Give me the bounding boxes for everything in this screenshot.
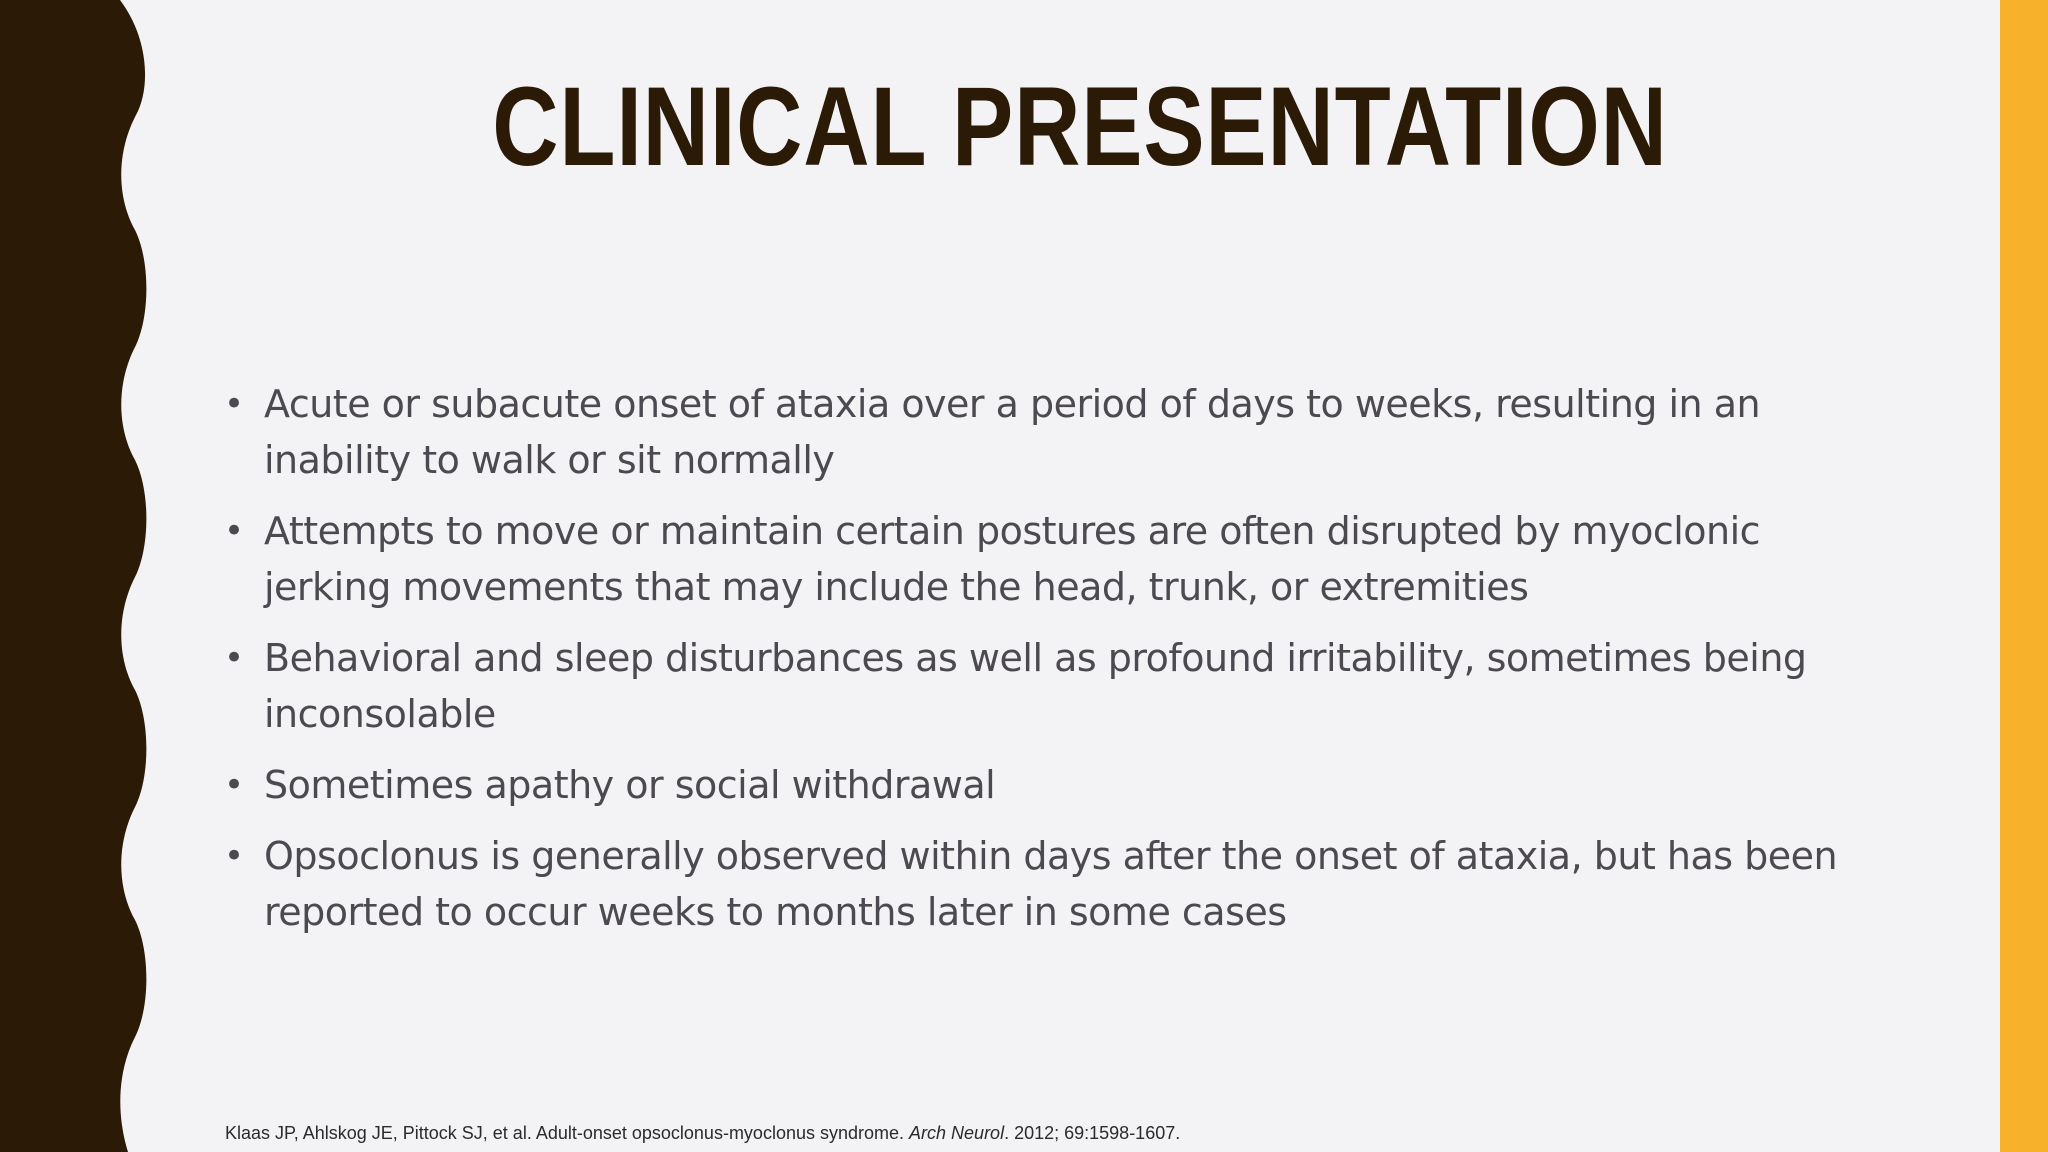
citation-authors-title: Klaas JP, Ahlskog JE, Pittock SJ, et al. Adult-onset opsoclonus-myoclonus syndrome. xyxy=(225,1123,905,1143)
bullet-list xyxy=(224,376,1864,955)
bullet-icon: • xyxy=(224,836,244,876)
bullet-text: Sometimes apathy or social withdrawal xyxy=(264,763,996,807)
bullet-item xyxy=(224,757,1864,813)
citation-journal: Arch Neurol xyxy=(909,1123,1005,1143)
bullet-item xyxy=(224,630,1864,742)
bullet-text: Attempts to move or maintain certain postures are often disrupted by myoclonic jerking movements that may include the head, trunk, or extremities xyxy=(264,509,1761,609)
bullet-item xyxy=(224,503,1864,615)
slide-title: CLINICAL PRESENTATION xyxy=(492,64,1668,189)
bullet-item xyxy=(224,376,1864,488)
left-wave-border xyxy=(0,0,160,1152)
bullet-text: Acute or subacute onset of ataxia over a period of days to weeks, resulting in an inability to walk or sit normally xyxy=(264,382,1761,482)
right-accent-bar xyxy=(2000,0,2048,1152)
bullet-text: Behavioral and sleep disturbances as well as profound irritability, sometimes being inconsolable xyxy=(264,636,1807,736)
bullet-item xyxy=(224,828,1864,940)
bullet-text: Opsoclonus is generally observed within days after the onset of ataxia, but has been reported to occur weeks to months later in some cases xyxy=(264,834,1838,934)
bullet-icon: • xyxy=(224,384,244,424)
citation-details: . 2012; 69:1598-1607. xyxy=(1004,1123,1181,1143)
bullet-icon: • xyxy=(224,511,244,551)
citation xyxy=(225,1121,1180,1145)
bullet-icon: • xyxy=(224,765,244,805)
bullet-icon: • xyxy=(224,638,244,678)
